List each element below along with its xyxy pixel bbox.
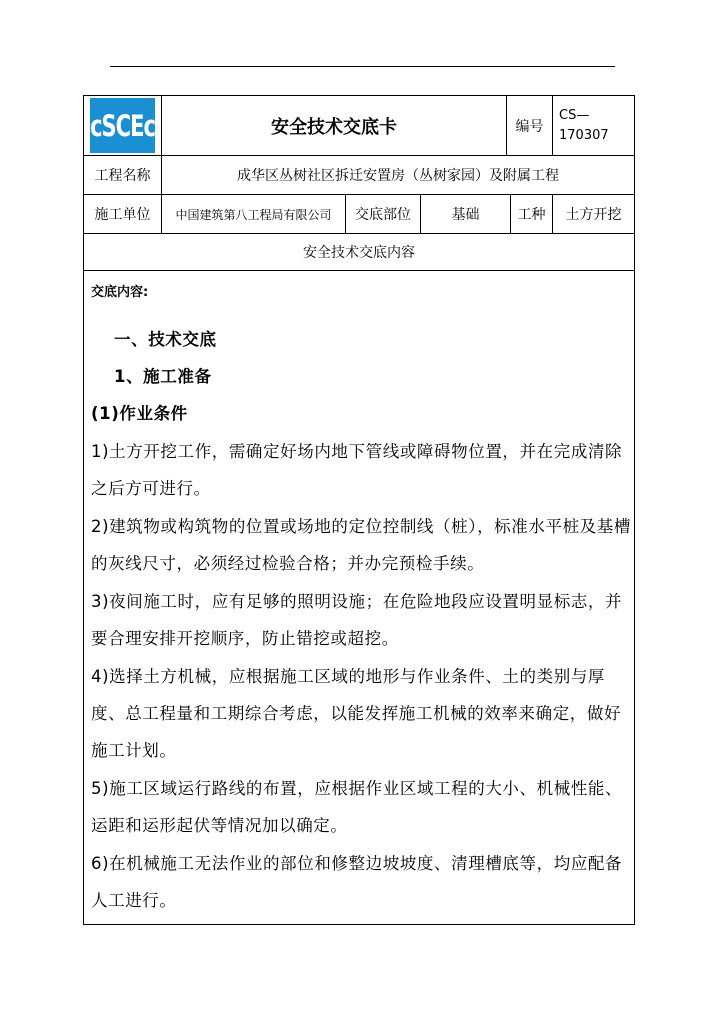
list-item: 2)建筑物或构筑物的位置或场地的定位控制线（桩），标准水平桩及基槽的灰线尺寸，必须经过检验合格；并办完预检手续。 [91, 517, 631, 573]
part-value: 基础 [420, 195, 510, 233]
project-name-value: 成华区丛树社区拆迁安置房（丛树家园）及附属工程 [161, 156, 634, 194]
list-item: 4)选择土方机械，应根据施工区域的地形与作业条件、土的类别与厚度、总工程量和工期综合考虑，以能发挥施工机械的效率来确定，做好施工计划。 [91, 667, 622, 760]
heading-work-conditions: (1)作业条件 [91, 404, 188, 423]
section-title: 安全技术交底内容 [303, 245, 415, 261]
unit-value: 中国建筑第八工程局有限公司 [161, 195, 345, 233]
content-label: 交底内容: [91, 285, 149, 300]
number-value: CS—170307 [552, 96, 634, 155]
number-label: 编号 [506, 96, 552, 155]
list-item: 5)施工区域运行路线的布置，应根据作业区域工程的大小、机械性能、运距和运形起伏等情况加以确定。 [91, 779, 623, 835]
safety-briefing-card [83, 95, 635, 925]
unit-label: 施工单位 [94, 207, 151, 223]
card-title: 安全技术交底卡 [161, 96, 506, 155]
heading-technical-briefing: 一、技术交底 [114, 330, 217, 349]
trade-label: 工种 [510, 195, 552, 233]
section-title-row [84, 234, 634, 271]
logo-text: cSCEc [90, 108, 155, 143]
part-label: 交底部位 [345, 195, 420, 233]
project-name-row [84, 156, 634, 195]
project-name-label: 工程名称 [94, 168, 151, 184]
list-item: 1)土方开挖工作，需确定好场内地下管线或障碍物位置，并在完成清除之后方可进行。 [91, 442, 623, 498]
trade-value: 土方开挖 [552, 195, 634, 233]
heading-construction-prep: 1、施工准备 [114, 367, 212, 386]
header-rule [110, 66, 615, 67]
list-item: 6)在机械施工无法作业的部位和修整边坡坡度、清理槽底等，均应配备人工进行。 [91, 854, 623, 910]
construction-info-row [84, 195, 634, 234]
logo-cell [84, 96, 161, 155]
cscec-logo [90, 98, 155, 153]
header-row [84, 96, 634, 156]
list-item: 3)夜间施工时，应有足够的照明设施；在危险地段应设置明显标志，并要合理安排开挖顺序，防止错挖或超挖。 [91, 592, 623, 648]
